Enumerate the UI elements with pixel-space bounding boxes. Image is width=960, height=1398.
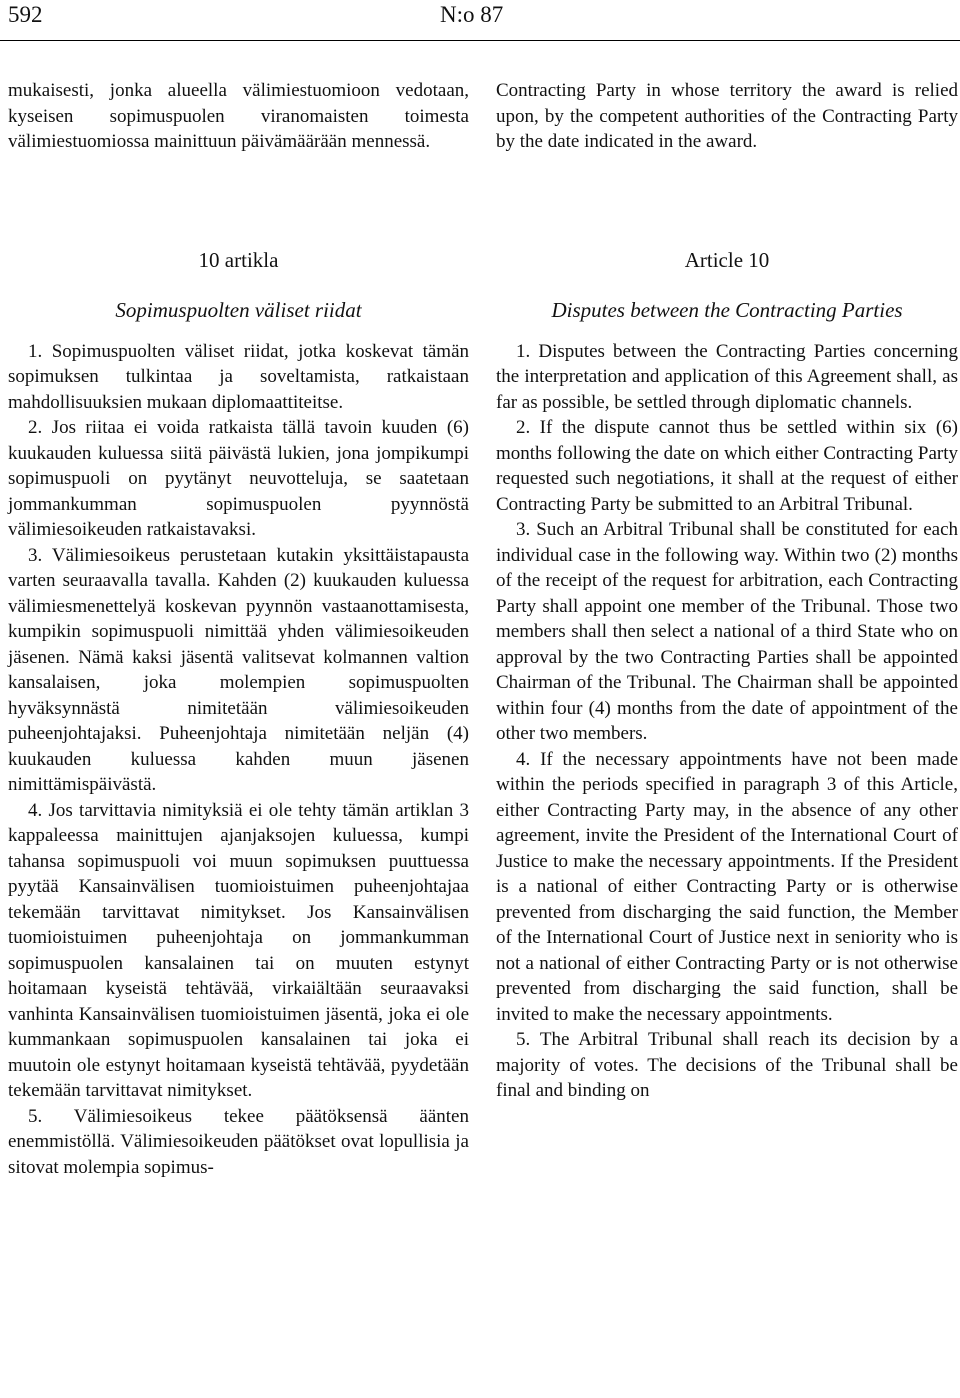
header-rule: [0, 40, 960, 41]
document-number: N:o 87: [440, 2, 504, 27]
right-paragraph-5: 5. The Arbitral Tribunal shall reach its decision by a majority of votes. The decisions of the Tribunal shall be final and binding on: [496, 1029, 958, 1101]
finnish-column: [8, 78, 469, 1180]
left-intro-text: mukaisesti, jonka alueella välimiestuomioon vedotaan, kyseisen sopimuspuolen viranomaisten toimesta välimiestuomiossa mainittuun päivämäärään mennessä.: [8, 80, 469, 152]
left-article-subtitle: Sopimuspuolten väliset riidat: [115, 297, 362, 322]
right-paragraph-4: 4. If the necessary appointments have not been made within the periods specified in paragraph 3 of this Article, either Contracting Party may, in the absence of any other agreement, invite the President of the International Court of Justice to make the necessary appointments. If the President is a national of either Contracting Party or is otherwise prevented from discharging the said function, the Member of the International Court of Justice next in seniority who is not a national of either Contracting Party or is not otherwise prevented from discharging the said function, shall be invited to make the necessary appointments.: [496, 748, 958, 1025]
right-paragraph-2: 2. If the dispute cannot thus be settled within six (6) months following the date on which either Contracting Party requested such negotiations, it shall at the request of either Contracting Party be submitted to an Arbitral Tribunal.: [496, 417, 958, 515]
left-article-title: 10 artikla: [198, 247, 279, 272]
page-number: 592: [8, 2, 43, 27]
left-paragraph-3: 3. Välimiesoikeus perustetaan kutakin yksittäistapausta varten seuraavalla tavalla. Kahden (2) kuukauden kuluessa välimiesmenettelyä koskevan pyynnön vastaanottamisesta, kumpikin sopimuspuoli nimittää yhden välimiesoikeuden jäsenen. Nämä kaksi jäsentä valitsevat kolmannen valtion kansalaisen, joka molempien sopimuspuolten hyväksynnästä nimitetään välimiesoikeuden puheenjohtajaksi. Puheenjohtaja nimitetään neljän (4) kuukauden kuluessa kahden muun jäsenen nimittämispäivästä.: [8, 544, 469, 795]
english-column: [496, 78, 958, 1104]
right-paragraph-3: 3. Such an Arbitral Tribunal shall be constituted for each individual case in the following way. Within two (2) months of the receipt of the request for arbitration, each Contracting Party shall appoint one member of the Tribunal. Those two members shall then select a national of a third State who on approval by the two Contracting Parties shall be appointed Chairman of the Tribunal. The Chairman shall be appointed within four (4) months from the date of appointment of the other two members.: [496, 519, 958, 744]
right-intro-text: Contracting Party in whose territory the award is relied upon, by the competent authorities of the Contracting Party by the date indicated in the award.: [496, 80, 958, 152]
right-article-title: Article 10: [684, 247, 770, 272]
left-paragraph-4: 4. Jos tarvittavia nimityksiä ei ole tehty tämän artiklan 3 kappaleessa mainittujen ajanjaksojen kuluessa, kumpi tahansa sopimuspuoli voi muun sopimuksen puuttuessa pyytää Kansainvälisen tuomioistuimen puheenjohtajaa tekemään tarvittavat nimitykset. Jos Kansainvälisen tuomioistuimen puheenjohtaja on jommankumman sopimuspuolen kansalainen tai on muuten estynyt hoitamaan kyseistä tehtävää, virkaiältään seuraavaksi vanhinta Kansainvälisen tuomioistuimen jäsentä, joka ei ole kummankaan sopimuspuolen kansalainen tai joka ei muutoin ole estynyt hoitamaan kyseistä tehtävää, pyydetään tekemään tarvittavat nimitykset.: [8, 799, 469, 1101]
right-article-subtitle: Disputes between the Contracting Parties: [551, 297, 903, 322]
right-paragraph-1: 1. Disputes between the Contracting Parties concerning the interpretation and application of this Agreement shall, as far as possible, be settled through diplomatic channels.: [496, 340, 958, 413]
left-paragraph-2: 2. Jos riitaa ei voida ratkaista tällä tavoin kuuden (6) kuukauden kuluessa siitä päivästä lukien, jona jompikumpi sopimuspuoli on pyytänyt neuvotteluja, se saatetaan jommankumman sopimuspuolen pyynnöstä välimiesoikeuden ratkaistavaksi.: [8, 417, 469, 540]
left-paragraph-5: 5. Välimiesoikeus tekee päätöksensä äänten enemmistöllä. Välimiesoikeuden päätökset ovat lopullisia ja sitovat molempia sopimus-: [8, 1105, 469, 1178]
left-paragraph-1: 1. Sopimuspuolten väliset riidat, jotka koskevat tämän sopimuksen tulkintaa ja soveltamista, ratkaistaan mahdollisuuksien mukaan diplomaattiteitse.: [8, 340, 469, 413]
